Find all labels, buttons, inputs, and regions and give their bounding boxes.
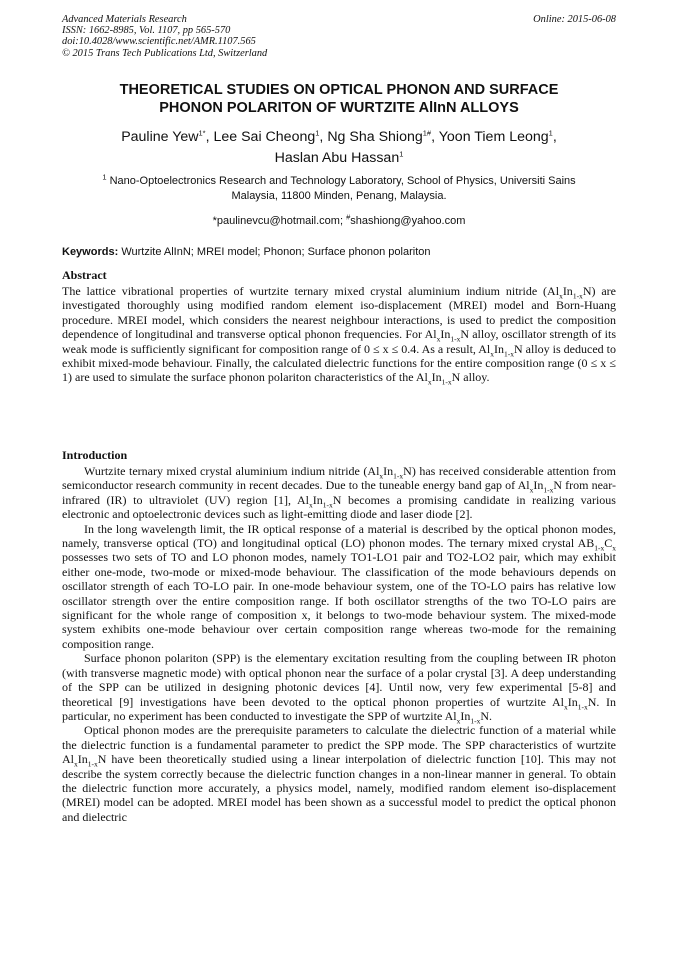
affiliation-marker: 1 (102, 172, 107, 182)
intro-paragraph-3: Surface phonon polariton (SPP) is the elementary excitation resulting from the coupling between IR photon (with transverse magnetic mode) with optical phonon near the surface of a polar crystal [3]. A deep understanding of the SPP can be utilized in designing photonic devices [4]. Until now, very few experimental [5-8] and theoretical [9] investigations have been devoted to the optical phonon properties of wurtzite $Al_xIn_{1-x}N$. In particular, no experiment has been conducted to investigate the SPP of wurtzite $Al_xIn_{1-x}N$. (62, 651, 616, 726)
keywords (62, 245, 616, 259)
author-list: Pauline Yew$^{1*}$, Lee Sai Cheong$^1$, Ng Sha Shiong$^{1\#}$, Yoon Tiem Leong$^1$, Haslan Abu Hassan$^1$ (121, 128, 557, 166)
copyright-line: © 2015 Trans Tech Publications Ltd, Switzerland (62, 47, 268, 59)
email-marker: # (346, 212, 351, 222)
intro-paragraph-4: Optical phonon modes are the prerequisite parameters to calculate the dielectric function of a material while the dielectric function is a fundamental parameter to predict the SPP mode. The SPP characteristics of wurtzite $Al_xIn_{1-x}N$ have been theoretically studied using a linear interpolation of dielectric function [10]. This may not describe the system correctly because the dielectric function changes in a non-linear manner in general. To obtain the dielectric function more accurately, a physics model, namely, modified random element iso-displacement (MREI) model can be adopted. MREI model has been shown as a successful model to predict the optical phonon and dielectric (62, 723, 616, 824)
online-date: Online: 2015-06-08 (533, 14, 616, 25)
introduction-body (62, 464, 616, 824)
author: Ng Sha Shiong$^{1\#}$ (327, 128, 432, 145)
journal-metadata (62, 14, 267, 59)
email-2[interactable]: shashiong@yahoo.com (350, 215, 466, 227)
author: Lee Sai Cheong$^1$ (213, 128, 320, 145)
title-line-2: PHONON POLARITON OF WURTZITE AlInN ALLOYS (159, 99, 519, 116)
email-1[interactable]: *paulinevcu@hotmail.com; (212, 215, 344, 227)
affiliation-line-1: Nano-Optoelectronics Research and Technology Laboratory, School of Physics, Universiti Sains (109, 175, 576, 187)
abstract-heading: Abstract (62, 268, 107, 282)
abstract-body (62, 284, 616, 385)
paper-title (62, 82, 616, 117)
contact-emails (62, 214, 616, 229)
intro-paragraph-1: Wurtzite ternary mixed crystal aluminium indium nitride $(Al_xIn_{1-x}N)$ has received considerable attention from semiconductor research community in recent decades. Due to the tuneable energy band gap of $Al_xIn_{1-x}N$ from near-infrared (IR) to ultraviolet (UV) region [1], $Al_xIn_{1-x}N$ becomes a promising candidate in realizing various electronic and optoelectronic devices such as light-emitting diode and laser diode [2]. (62, 464, 616, 522)
title-line-1: THEORETICAL STUDIES ON OPTICAL PHONON AND SURFACE (119, 82, 559, 98)
issn-line: ISSN: 1662-8985, Vol. 1107, pp 565-570 (62, 25, 231, 37)
intro-paragraph-2: In the long wavelength limit, the IR optical response of a material is described by the optical phonon modes, namely, transverse optical (TO) and longitudinal optical (LO) phonon modes. The ternary mixed crystal $AB_{1-x}C_x$ possesses two sets of TO and LO phonon modes, namely TO1-LO1 pair and TO2-LO2 pair, which may exhibit either one-mode, two-mode or mixed-mode behaviour. The classification of the mode behaviours depends on oscillator strength of each TO-LO pair. In one-mode behaviour system, one of the TO-LO pairs has relative low oscillator strength over the entire composition range. If both oscillator strengths of the two TO-LO pairs are significant for the whole range of composition x, it belongs to two-mode behaviour system. The mixed-mode system exhibits one-mode behaviour over certain composition range whereas two-mode for the remaining composition range. (62, 521, 616, 651)
keywords-label: Keywords: (62, 246, 119, 258)
author: Yoon Tiem Leong$^1$ (438, 128, 553, 145)
author: Haslan Abu Hassan$^1$ (274, 149, 404, 166)
introduction-heading: Introduction (62, 448, 128, 462)
journal-name: Advanced Materials Research (62, 14, 187, 25)
affiliation (62, 174, 616, 204)
affiliation-line-2: Malaysia, 11800 Minden, Penang, Malaysia. (231, 190, 447, 202)
author: Pauline Yew$^{1*}$ (121, 128, 206, 145)
keywords-text: Wurtzite AlInN; MREI model; Phonon; Surface phonon polariton (121, 246, 431, 258)
doi-line: doi:10.4028/www.scientific.net/AMR.1107.565 (62, 36, 256, 48)
abstract-paragraph: The lattice vibrational properties of wurtzite ternary mixed crystal aluminium indium nitride $(Al_xIn_{1-x}N)$ are investigated thoroughly using modified random element iso-displacement (MREI) model and Born-Huang procedure. MREI model, which considers the nearest neighbour interactions, is used to predict the composition dependence of longitudinal and transverse optical phonon frequencies. For $Al_xIn_{1-x}N$ alloy, oscillator strength of its weak mode is sufficiently significant for composition range of 0 ≤ x ≤ 0.4. As a result, $Al_xIn_{1-x}N$ alloy is deduced to exhibit mixed-mode behaviour. Finally, the calculated dielectric functions for the entire composition range (0 ≤ x ≤ 1) are used to simulate the surface phonon polariton characteristics of the $Al_xIn_{1-x}N$ alloy. (62, 284, 617, 387)
